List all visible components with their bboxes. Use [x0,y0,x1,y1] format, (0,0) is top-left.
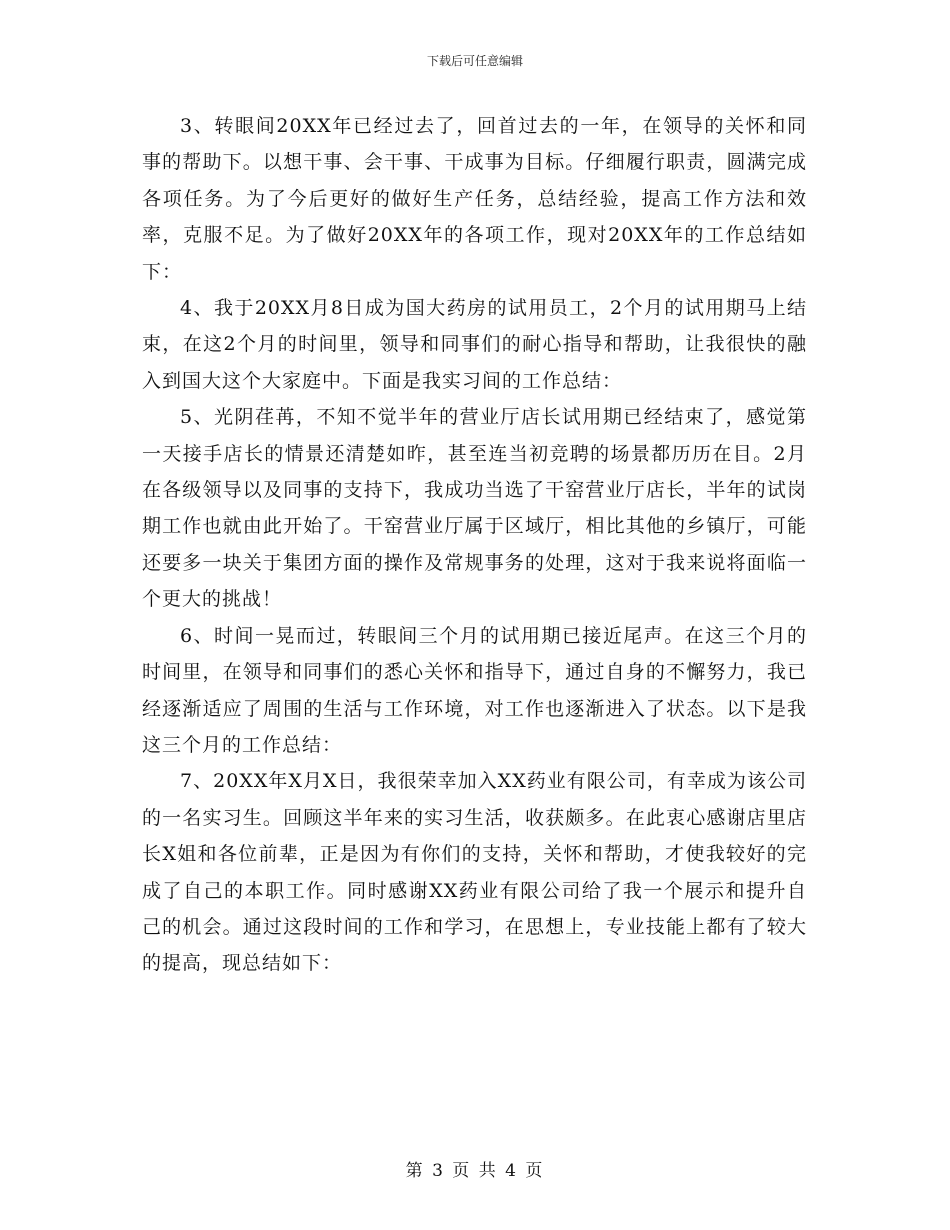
document-body [142,108,807,982]
paragraph-4: 4、我于20XX月8日成为国大药房的试用员工，2个月的试用期马上结束，在这2个月的时间里，领导和同事们的耐心指导和帮助，让我很快的融入到国大这个大家庭中。下面是我实习间的工作总结： [142,297,807,392]
paragraph-3: 3、转眼间20XX年已经过去了，回首过去的一年，在领导的关怀和同事的帮助下。以想干事、会干事、干成事为目标。仔细履行职责，圆满完成各项任务。为了今后更好的做好生产任务，总结经验，提高工作方法和效率，克服不足。为了做好20XX年的各项工作，现对20XX年的工作总结如下： [142,115,807,283]
paragraph-7: 7、20XX年X月X日，我很荣幸加入XX药业有限公司，有幸成为该公司的一名实习生。回顾这半年来的实习生活，收获颇多。在此衷心感谢店里店长X姐和各位前辈，正是因为有你们的支持，关怀和帮助，才使我较好的完成了自己的本职工作。同时感谢XX药业有限公司给了我一个展示和提升自己的机会。通过这段时间的工作和学习，在思想上，专业技能上都有了较大的提高，现总结如下： [142,770,807,975]
paragraph-6: 6、时间一晃而过，转眼间三个月的试用期已接近尾声。在这三个月的时间里，在领导和同事们的悉心关怀和指导下，通过自身的不懈努力，我已经逐渐适应了周围的生活与工作环境，对工作也逐渐进入了状态。以下是我这三个月的工作总结： [142,624,807,756]
page-header-note: 下载后可任意编辑 [426,54,523,68]
page-number: 第 3 页 共 4 页 [405,1161,545,1181]
paragraph-5: 5、光阴荏苒，不知不觉半年的营业厅店长试用期已经结束了，感觉第一天接手店长的情景还清楚如昨，甚至连当初竞聘的场景都历历在目。2月在各级领导以及同事的支持下，我成功当选了干窑营业厅店长，半年的试岗期工作也就由此开始了。干窑营业厅属于区域厅，相比其他的乡镇厅，可能还要多一块关于集团方面的操作及常规事务的处理，这对于我来说将面临一个更大的挑战！ [142,406,807,611]
